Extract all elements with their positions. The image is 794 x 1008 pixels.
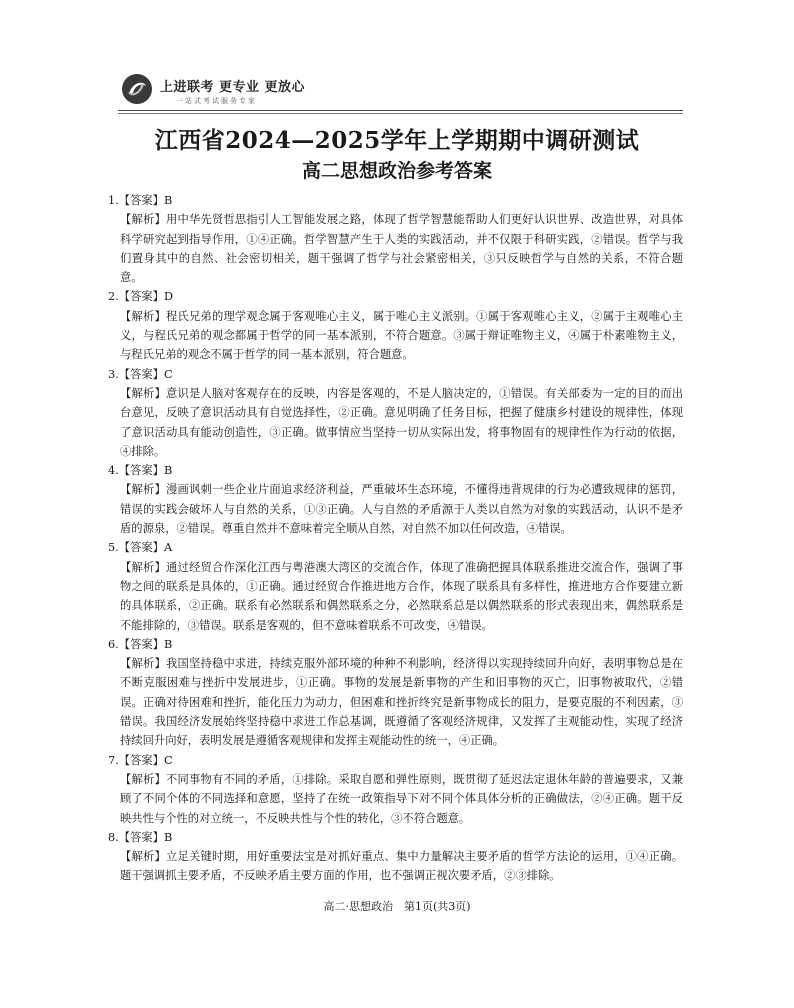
explanation-text: 【解析】立足关键时期，用好重要法宝是对抓好重点、集中力量解决主要矛盾的哲学方法论的运用，①④正确。题干强调抓主要矛盾，不反映矛盾主要方面的作用，也不强调正视次要矛盾，②③排除。 bbox=[120, 850, 683, 883]
answer-list bbox=[108, 191, 683, 886]
question-item bbox=[108, 287, 683, 364]
answer-label: 7.【答案】C bbox=[108, 753, 173, 767]
header-rule bbox=[118, 110, 683, 111]
question-item bbox=[108, 461, 683, 538]
question-item bbox=[108, 751, 683, 828]
explanation-text: 【解析】意识是人脑对客观存在的反映，内容是客观的，不是人脑决定的，①错误。有关部委为一定的目的而出台意见，反映了意识活动具有自觉选择性，②正确。意见明确了任务目标，把握了健康乡村建设的规律性，体现了意识活动具有能动创造性，③正确。做事情应当坚持一切从实际出发，将事物固有的规律性作为行动的依据，④排除。 bbox=[120, 386, 683, 458]
answer-label: 4.【答案】B bbox=[108, 464, 173, 478]
answer-label: 3.【答案】C bbox=[108, 367, 173, 381]
logo-subtitle: 一站式考试服务专家 bbox=[176, 97, 257, 105]
question-item bbox=[108, 365, 683, 461]
answer-label: 2.【答案】D bbox=[108, 290, 174, 304]
explanation-text: 【解析】漫画讽刺一些企业片面追求经济利益，严重破坏生态环境，不懂得违背规律的行为必遭致规律的惩罚，错误的实践会破坏人与自然的关系，①③正确。人与自然的矛盾源于人类以自然为对象的实践活动，认识不是矛盾的源泉，②错误。尊重自然并不意味着完全顺从自然，对自然不加以任何改造，④错误。 bbox=[120, 483, 683, 536]
header-rule-thin bbox=[118, 113, 683, 114]
question-item bbox=[108, 538, 683, 634]
logo bbox=[120, 70, 320, 110]
answer-label: 1.【答案】B bbox=[108, 194, 173, 207]
question-item bbox=[108, 635, 683, 751]
explanation-text: 【解析】程氏兄弟的理学观念属于客观唯心主义，属于唯心主义派别。①属于客观唯心主义，②属于主观唯心主义，与程氏兄弟的观念都属于哲学的同一基本派别，不符合题意。③属于辩证唯物主义，④属于朴素唯物主义，与程氏兄弟的观念不属于哲学的同一基本派别，符合题意。 bbox=[120, 309, 683, 362]
explanation-text: 【解析】不同事物有不同的矛盾，①排除。采取自愿和弹性原则，既贯彻了延迟法定退休年龄的普遍要求，又兼顾了不同个体的不同选择和意愿，坚持了在统一政策指导下对不同个体具体分析的正确做法，②④正确。题干反映共性与个性的对立统一，不反映共性与个性的转化，③不符合题意。 bbox=[120, 772, 683, 825]
page-title: 江西省2024—2025学年上学期期中调研测试 bbox=[154, 127, 640, 154]
question-item bbox=[108, 191, 683, 287]
answer-label: 6.【答案】B bbox=[108, 637, 173, 651]
answer-label: 5.【答案】A bbox=[108, 541, 173, 555]
logo-swirl-icon bbox=[120, 72, 154, 106]
explanation-text: 【解析】通过经贸合作深化江西与粤港澳大湾区的交流合作，体现了准确把握具体联系推进交流合作，强调了事物之间的联系是具体的，①正确。通过经贸合作推进地方合作，体现了联系具有多样性，推进地方合作要建立新的具体联系，②正确。联系有必然联系和偶然联系之分，必然联系总是以偶然联系的形式表现出来，偶然联系是不能排除的，③错误。联系是客观的，但不意味着联系不可改变，④错误。 bbox=[120, 560, 683, 632]
explanation-text: 【解析】用中华先贤哲思指引人工智能发展之路，体现了哲学智慧能帮助人们更好认识世界、改造世界，对具体科学研究起到指导作用，①④正确。哲学智慧产生于人类的实践活动，并不仅限于科研实践，②错误。哲学与我们置身其中的自然、社会密切相关，题干强调了哲学与社会紧密相关，③只反映哲学与自然的关系，不符合题意。 bbox=[120, 213, 683, 285]
question-item bbox=[108, 828, 683, 886]
logo-slogan: 上进联考 更专业 更放心 bbox=[160, 80, 306, 95]
page-subtitle: 高二思想政治参考答案 bbox=[301, 160, 492, 182]
answer-label: 8.【答案】B bbox=[108, 830, 173, 844]
explanation-text: 【解析】我国坚持稳中求进，持续克服外部环境的种种不利影响，经济得以实现持续回升向好，表明事物总是在不断克服困难与挫折中发展进步，①正确。事物的发展是新事物的产生和旧事物的灭亡，旧事物被取代，②错误。正确对待困难和挫折，能化压力为动力，但困难和挫折终究是新事物成长的阻力，是要克服的不利因素，③错误。我国经济发展始终坚持稳中求进工作总基调，既遵循了客观经济规律，又发挥了主观能动性，实现了经济持续回升向好，表明发展是遵循客观规律和发挥主观能动性的统一，④正确。 bbox=[120, 657, 683, 748]
page-footer: 高二·思想政治 第1页(共3页) bbox=[323, 900, 471, 913]
